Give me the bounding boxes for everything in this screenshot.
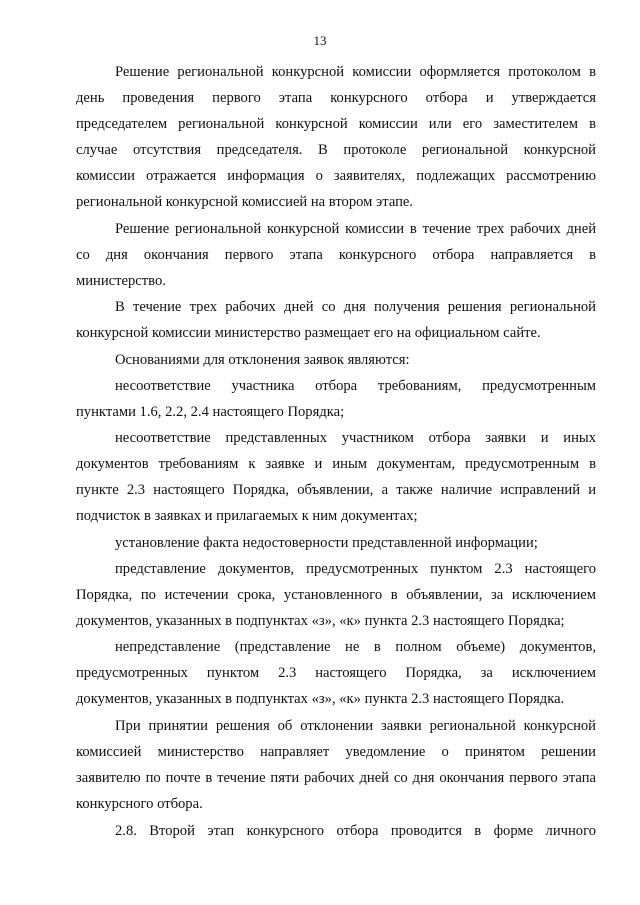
text-line: установление факта недостоверности представленной информации; <box>115 535 538 551</box>
text-line: Порядка, по истечении срока, установленного в объявлении, за исключением <box>76 587 596 603</box>
text-line: документов, указанных в подпунктах «з», «к» пункта 2.3 настоящего Порядка; <box>76 613 565 629</box>
text-line: 2.8. Второй этап конкурсного отбора проводится в форме личного <box>115 823 596 839</box>
text-line: предусмотренных пунктом 2.3 настоящего Порядка, за исключением <box>76 665 596 681</box>
text-line: день проведения первого этапа конкурсного отбора и утверждается <box>76 90 596 106</box>
text-line: случае отсутствия председателя. В протоколе региональной конкурсной <box>76 142 596 158</box>
text-line: Решение региональной конкурсной комиссии в течение трех рабочих дней <box>115 221 596 237</box>
text-line: При принятии решения об отклонении заявки региональной конкурсной <box>115 718 596 734</box>
text-line: несоответствие представленных участником отбора заявки и иных <box>115 430 596 446</box>
text-line: конкурсного отбора. <box>76 796 203 812</box>
text-line: комиссии отражается информация о заявителях, подлежащих рассмотрению <box>76 168 596 184</box>
text-line: Решение региональной конкурсной комиссии оформляется протоколом в <box>115 64 596 80</box>
text-line: со дня окончания первого этапа конкурсного отбора направляется в <box>76 247 596 263</box>
text-line: пунктами 1.6, 2.2, 2.4 настоящего Порядка; <box>76 404 345 420</box>
page-number: 13 <box>313 33 327 48</box>
text-line: документов требованиям к заявке и иным документам, предусмотренным в <box>76 456 596 472</box>
text-line: Основаниями для отклонения заявок являются: <box>115 352 410 368</box>
text-line: председателем региональной конкурсной комиссии или его заместителем в <box>76 116 596 132</box>
text-line: комиссией министерство направляет уведомление о принятом решении <box>76 744 596 760</box>
text-line: министерство. <box>76 273 166 289</box>
text-line: непредставление (представление не в полном объеме) документов, <box>115 639 596 655</box>
text-line: конкурсной комиссии министерство размещает его на официальном сайте. <box>76 325 541 341</box>
text-line: подчисток в заявках и прилагаемых к ним документах; <box>76 508 418 524</box>
text-line: представление документов, предусмотренных пунктом 2.3 настоящего <box>115 561 596 577</box>
text-line: пункте 2.3 настоящего Порядка, объявлении, а также наличие исправлений и <box>76 482 596 498</box>
text-line: документов, указанных в подпунктах «з», «к» пункта 2.3 настоящего Порядка. <box>76 691 565 707</box>
text-line: региональной конкурсной комиссией на втором этапе. <box>76 194 414 210</box>
text-line: заявителю по почте в течение пяти рабочих дней со дня окончания первого этапа <box>76 770 596 786</box>
text-line: В течение трех рабочих дней со дня получения решения региональной <box>115 299 596 315</box>
text-line: несоответствие участника отбора требованиям, предусмотренным <box>115 378 596 394</box>
